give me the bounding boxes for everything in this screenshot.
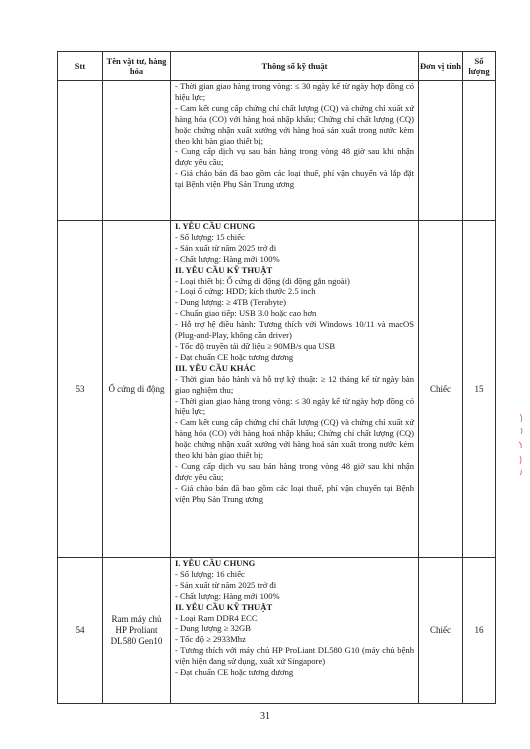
table-row xyxy=(58,81,496,221)
spec-section-heading: III. YÊU CẦU KHÁC xyxy=(175,362,256,373)
row-item-name: Ổ cứng di động xyxy=(103,221,171,558)
spec-line: - Thời gian giao hàng trong vòng: ≤ 30 ngày kể từ ngày hợp đồng có hiệu lực; xyxy=(175,81,414,102)
row-quantity: 15 xyxy=(463,221,496,558)
header-specs: Thông số kỹ thuật xyxy=(171,52,419,81)
header-stt: Stt xyxy=(58,52,103,81)
spec-line: - Đạt chuẩn CE hoặc tương đương xyxy=(175,667,294,678)
spec-line: - Chất lượng: Hàng mới 100% xyxy=(175,253,280,264)
spec-line: - Giá chào bán đã bao gồm các loại thuế, phí vận chuyển và lắp đặt tại Bệnh viện Phụ Sản Trung ương xyxy=(175,168,414,190)
header-unit: Đơn vị tính xyxy=(419,52,463,81)
table-row xyxy=(58,558,496,704)
spec-line: - Chuẩn giao tiếp: USB 3.0 hoặc cao hơn xyxy=(175,308,317,319)
row-quantity xyxy=(463,81,496,221)
spec-section-heading: II. YÊU CẦU KỸ THUẬT xyxy=(175,601,273,612)
spec-line: - Tốc độ ≥ 2933Mhz xyxy=(175,634,246,645)
row-specs xyxy=(171,558,419,704)
row-stt: 54 xyxy=(58,558,103,704)
table-row xyxy=(58,221,496,558)
row-item-name: Ram máy chủ HP Proliant DL580 Gen10 xyxy=(103,558,171,704)
spec-line: - Sản xuất từ năm 2025 trở đi xyxy=(175,579,277,590)
header-item-name: Tên vật tư, hàng hóa xyxy=(103,52,171,81)
spec-line: - Cung cấp dịch vụ sau bán hàng trong vòng 48 giờ sau khi nhận được yêu cầu; xyxy=(175,460,414,482)
table-header-row xyxy=(58,52,496,81)
header-quantity: Số lượng xyxy=(463,52,496,81)
row-specs xyxy=(171,221,419,558)
spec-line: - Số lượng: 15 chiếc xyxy=(175,231,245,242)
spec-line: - Cam kết cung cấp chứng chỉ chất lượng (CQ) và chứng chỉ xuất xứ hàng hóa (CO) với hàng hoá nhập khẩu; Chứng chỉ chất lượng (CQ) hoặc chứng nhận xuất xưởng với hàng hoá sản xuất trong nước kèm theo khi bàn giao thiết bị; xyxy=(175,417,414,461)
spec-section-heading: II. YÊU CẦU KỸ THUẬT xyxy=(175,264,273,275)
row-unit: Chiếc xyxy=(419,558,463,704)
row-unit xyxy=(419,81,463,221)
spec-line: - Hỗ trợ hệ điều hành: Tương thích với Windows 10/11 và macOS (Plug-and-Play, không cần driver) xyxy=(175,319,414,341)
spec-line: - Cam kết cung cấp chứng chỉ chất lượng (CQ) và chứng chỉ xuất xứ hàng hóa (CO) với hàng hoá nhập khẩu; Chứng chỉ chất lượng (CQ) hoặc chứng nhận xuất xưởng với hàng hoá sản xuất trong nước kèm theo khi bàn giao thiết bị; xyxy=(175,102,414,146)
spec-line: - Dung lượng ≥ 32GB xyxy=(175,623,251,634)
row-specs xyxy=(171,81,419,221)
spec-line: - Tốc độ truyền tải dữ liệu ≥ 90MB/s qua USB xyxy=(175,340,336,351)
spec-section-heading: I. YÊU CẦU CHUNG xyxy=(175,558,256,568)
spec-line: - Sản xuất từ năm 2025 trở đi xyxy=(175,242,277,253)
spec-line: - Dung lượng: ≥ 4TB (Terabyte) xyxy=(175,297,286,308)
spec-line: - Chất lượng: Hàng mới 100% xyxy=(175,590,280,601)
spec-line: - Tương thích với máy chủ HP ProLiant DL580 G10 (máy chủ bệnh viện hiện đang sử dụng, xuất xứ Singapore) xyxy=(175,645,414,667)
spec-line: - Giá chào bán đã bao gồm các loại thuế, phí vận chuyển tại Bệnh viện Phụ Sản Trung ương xyxy=(175,482,414,504)
row-unit: Chiếc xyxy=(419,221,463,558)
spec-line: - Loại ổ cứng: HDD; kích thước 2.5 inch xyxy=(175,286,316,297)
spec-line: - Loại thiết bị: Ổ cứng di động (di động gắn ngoài) xyxy=(175,275,350,286)
spec-line: - Loại Ram DDR4 ECC xyxy=(175,612,258,623)
spec-line: - Đạt chuẩn CE hoặc tương đương xyxy=(175,351,294,362)
spec-line: - Thời gian giao hàng trong vòng: ≤ 30 ngày kể từ ngày hợp đồng có hiệu lực; xyxy=(175,395,414,417)
spec-line: - Cung cấp dịch vụ sau bán hàng trong vòng 48 giờ sau khi nhận được yêu cầu; xyxy=(175,146,414,168)
spec-section-heading: I. YÊU CẦU CHUNG xyxy=(175,221,256,231)
red-stamp-mark xyxy=(508,410,524,480)
row-item-name xyxy=(103,81,171,221)
row-stt xyxy=(58,81,103,221)
spec-table xyxy=(57,51,496,704)
spec-line: - Thời gian bảo hành và hỗ trợ kỹ thuật: ≥ 12 tháng kể từ ngày bàn giao nghiệm thu; xyxy=(175,373,414,395)
spec-line: - Số lượng: 16 chiếc xyxy=(175,568,245,579)
page-number: 31 xyxy=(260,711,270,722)
row-quantity: 16 xyxy=(463,558,496,704)
row-stt: 53 xyxy=(58,221,103,558)
